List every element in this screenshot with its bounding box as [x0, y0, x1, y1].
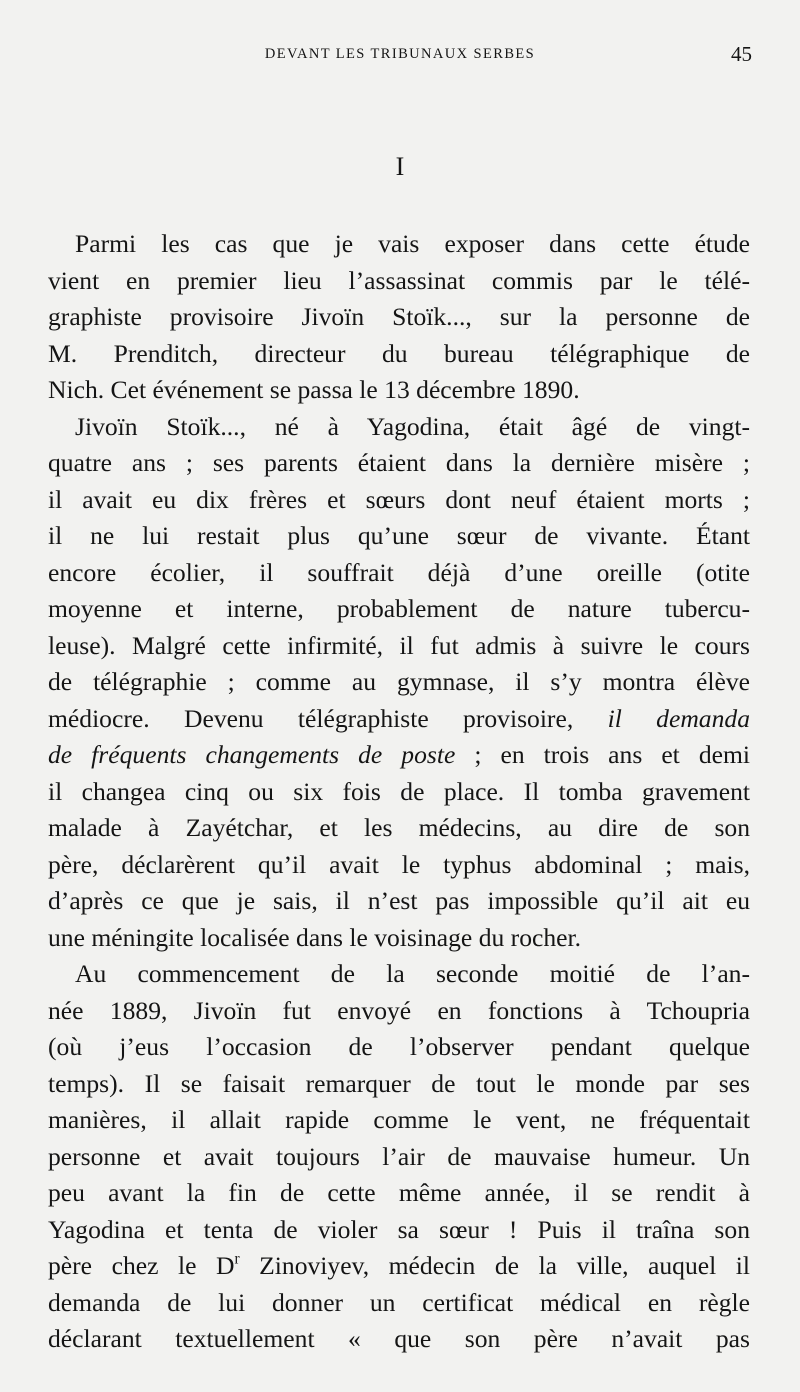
text-segment: personne et avait toujours l’air de mauvaise humeur. Un	[48, 1141, 750, 1171]
text-segment: une méningite localisée dans le voisinage du rocher.	[48, 922, 582, 952]
text-line	[48, 555, 750, 592]
text-segment: il avait eu dix frères et sœurs dont neuf étaient morts ;	[48, 484, 750, 514]
text-line	[48, 1321, 750, 1358]
text-segment: graphiste provisoire Jivoïn Stoïk..., sur la personne de	[48, 302, 750, 331]
text-segment: encore écolier, il souffrait déjà d’une oreille (otite	[48, 557, 750, 587]
text-segment: (où j’eus l’occasion de l’observer pendant quelque	[48, 1032, 750, 1061]
text-line	[48, 1248, 750, 1285]
text-line	[48, 664, 750, 701]
text-line	[48, 993, 750, 1030]
text-segment: M. Prenditch, directeur du bureau télégraphique de	[48, 338, 750, 368]
text-segment: Zinoviyev, médecin de la ville, auquel il	[239, 1251, 750, 1280]
text-segment: peu avant la fin de cette même année, il se rendit à	[48, 1178, 750, 1207]
superscript: r	[234, 1250, 240, 1268]
text-line	[48, 1066, 750, 1103]
text-line	[48, 628, 750, 665]
text-segment: Yagodina et tenta de violer sa sœur ! Puis il traîna son	[48, 1214, 750, 1244]
text-line	[48, 701, 750, 738]
text-line	[48, 1212, 750, 1249]
running-title: DEVANT LES TRIBUNAUX SERBES	[264, 46, 536, 62]
text-segment: ; en trois ans et demi	[455, 740, 750, 769]
text-line	[48, 737, 750, 774]
text-segment: quatre ans ; ses parents étaient dans la dernière misère ;	[48, 448, 750, 477]
text-line	[48, 299, 750, 336]
text-line	[48, 1285, 750, 1322]
text-line	[48, 372, 750, 409]
text-line	[48, 336, 750, 373]
text-segment: leuse). Malgré cette infirmité, il fut admis à suivre le cours	[48, 630, 750, 660]
italic-text-segment: il demanda	[607, 703, 750, 733]
text-line	[48, 810, 750, 847]
text-segment: père chez le D	[48, 1251, 235, 1280]
text-segment: père, déclarèrent qu’il avait le typhus abdominal ; mais,	[48, 849, 750, 879]
text-line	[48, 1175, 750, 1212]
text-segment: malade à Zayétchar, et les médecins, au dire de son	[48, 813, 750, 842]
section-heading: I	[395, 152, 405, 181]
text-line	[48, 226, 750, 263]
text-segment: temps). Il se faisait remarquer de tout le monde par ses	[48, 1068, 750, 1098]
body-text	[48, 226, 750, 1358]
text-line	[48, 445, 750, 482]
text-line	[48, 482, 750, 519]
text-segment: manières, il allait rapide comme le vent, ne fréquentait	[48, 1105, 750, 1134]
text-line	[48, 1102, 750, 1139]
page-number: 45	[731, 42, 752, 66]
text-line	[48, 883, 750, 920]
text-segment: d’après ce que je sais, il n’est pas impossible qu’il ait eu	[48, 886, 750, 915]
text-line	[48, 774, 750, 811]
text-segment: Nich. Cet événement se passa le 13 décembre 1890.	[48, 375, 580, 404]
text-segment: demanda de lui donner un certificat médical en règle	[48, 1287, 750, 1317]
text-line	[48, 263, 750, 300]
text-line	[48, 920, 750, 957]
italic-text-segment: de fréquents changements de poste	[48, 740, 456, 769]
text-segment: il ne lui restait plus qu’une sœur de vivante. Étant	[48, 521, 750, 550]
text-line	[48, 591, 750, 628]
running-header	[48, 40, 752, 70]
text-segment: Jivoïn Stoïk..., né à Yagodina, était âgé de vingt-	[75, 411, 750, 441]
text-line	[48, 847, 750, 884]
text-line	[48, 1139, 750, 1176]
text-segment: déclarant textuellement « que son père n’avait pas	[48, 1324, 750, 1353]
text-line	[48, 956, 750, 993]
text-segment: Parmi les cas que je vais exposer dans cette étude	[75, 229, 750, 258]
text-segment: née 1889, Jivoïn fut envoyé en fonctions à Tchoupria	[48, 995, 750, 1025]
text-segment: vient en premier lieu l’assassinat commis par le télé-	[48, 265, 750, 295]
text-segment: moyenne et interne, probablement de nature tubercu-	[48, 594, 750, 623]
text-segment: il changea cinq ou six fois de place. Il tomba gravement	[48, 776, 750, 806]
text-line	[48, 518, 750, 555]
text-line	[48, 409, 750, 446]
text-segment: médiocre. Devenu télégraphiste provisoire,	[48, 703, 608, 733]
text-segment: Au commencement de la seconde moitié de l’an-	[75, 959, 750, 988]
text-line	[48, 1029, 750, 1066]
text-segment: de télégraphie ; comme au gymnase, il s’y montra élève	[48, 667, 750, 696]
